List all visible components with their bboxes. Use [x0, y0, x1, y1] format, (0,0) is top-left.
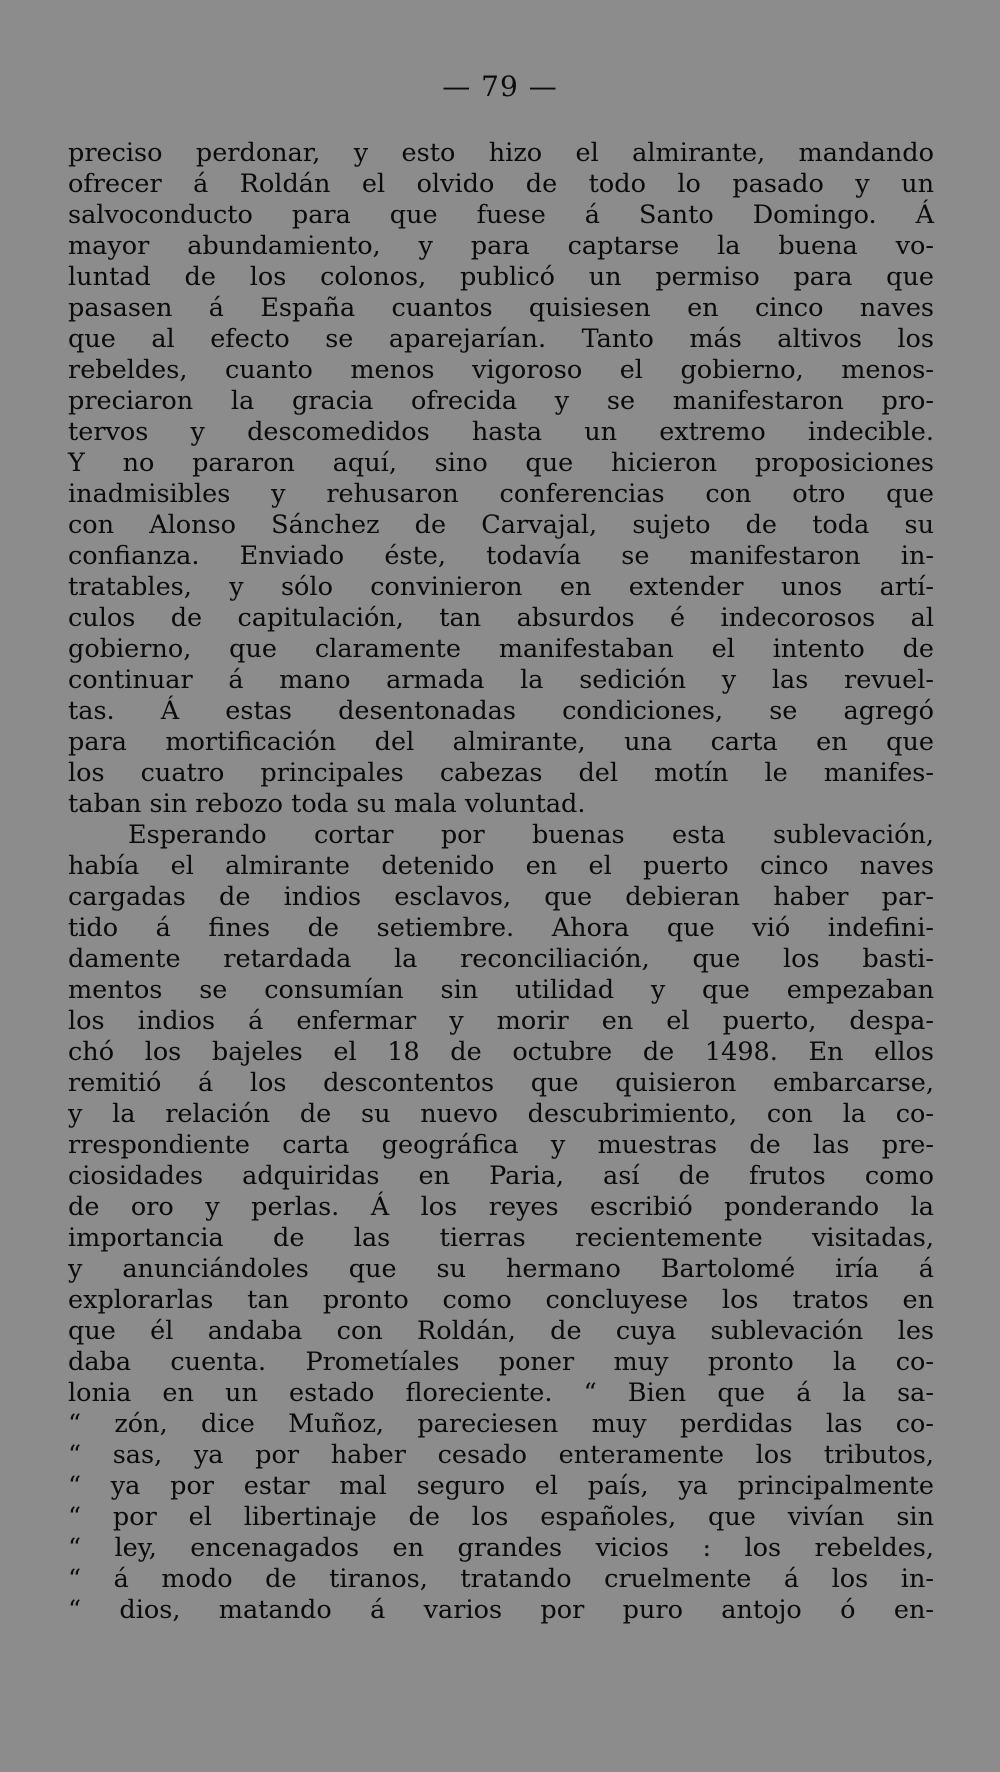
text-line: confianza. Enviado éste, todavía se manifestaron in- — [68, 541, 934, 571]
quote-line: “ por el libertinaje de los españoles, que vivían sin — [68, 1502, 934, 1532]
quote-line: “ sas, ya por haber cesado enteramente los tributos, — [68, 1440, 934, 1470]
text-line: lonia en un estado floreciente. “ Bien que á la sa- — [68, 1378, 934, 1408]
text-line: y la relación de su nuevo descubrimiento, con la co- — [68, 1099, 934, 1129]
paragraph-end-line: taban sin rebozo toda su mala voluntad. — [68, 789, 586, 819]
text-line: ciosidades adquiridas en Paria, así de frutos como — [68, 1161, 934, 1191]
text-line: preciso perdonar, y esto hizo el almirante, mandando — [68, 138, 934, 168]
text-line: salvoconducto para que fuese á Santo Domingo. Á — [68, 200, 934, 230]
text-line: remitió á los descontentos que quisieron embarcarse, — [68, 1068, 934, 1098]
text-line: rrespondiente carta geográfica y muestras de las pre- — [68, 1130, 934, 1160]
text-line: los cuatro principales cabezas del motín le manifes- — [68, 758, 934, 788]
text-line: mentos se consumían sin utilidad y que empezaban — [68, 975, 934, 1005]
text-line: con Alonso Sánchez de Carvajal, sujeto de toda su — [68, 510, 934, 540]
quote-line: “ á modo de tiranos, tratando cruelmente á los in- — [68, 1564, 934, 1594]
text-line: damente retardada la reconciliación, que los basti- — [68, 944, 934, 974]
text-line: de oro y perlas. Á los reyes escribió ponderando la — [68, 1192, 934, 1222]
quote-line: “ ley, encenagados en grandes vicios : los rebeldes, — [68, 1533, 934, 1563]
text-line: tido á fines de setiembre. Ahora que vió indefini- — [68, 913, 934, 943]
text-line: tratables, y sólo convinieron en extender unos artí- — [68, 572, 934, 602]
text-line: luntad de los colonos, publicó un permiso para que — [68, 262, 934, 292]
text-line: tas. Á estas desentonadas condiciones, se agregó — [68, 696, 934, 726]
text-line: tervos y descomedidos hasta un extremo indecible. — [68, 417, 934, 447]
text-line: cargadas de indios esclavos, que debieran haber par- — [68, 882, 934, 912]
text-line: que al efecto se aparejarían. Tanto más altivos los — [68, 324, 934, 354]
text-line: para mortificación del almirante, una carta en que — [68, 727, 934, 757]
text-line: que él andaba con Roldán, de cuya sublevación les — [68, 1316, 934, 1346]
page-text — [68, 138, 934, 1626]
text-line: culos de capitulación, tan absurdos é indecorosos al — [68, 603, 934, 633]
text-line: mayor abundamiento, y para captarse la buena vo- — [68, 231, 934, 261]
text-line: importancia de las tierras recientemente visitadas, — [68, 1223, 934, 1253]
text-line: pasasen á España cuantos quisiesen en cinco naves — [68, 293, 934, 323]
text-line: los indios á enfermar y morir en el puerto, despa- — [68, 1006, 934, 1036]
page-number: — 79 — — [442, 70, 558, 103]
text-line: inadmisibles y rehusaron conferencias con otro que — [68, 479, 934, 509]
text-line: había el almirante detenido en el puerto cinco naves — [68, 851, 934, 881]
text-line: continuar á mano armada la sedición y las revuel- — [68, 665, 934, 695]
quote-line: “ zón, dice Muñoz, pareciesen muy perdidas las co- — [68, 1409, 934, 1439]
text-line: explorarlas tan pronto como concluyese los tratos en — [68, 1285, 934, 1315]
text-line: Y no pararon aquí, sino que hicieron proposiciones — [68, 448, 934, 478]
text-line: daba cuenta. Prometíales poner muy pronto la co- — [68, 1347, 934, 1377]
text-line: rebeldes, cuanto menos vigoroso el gobierno, menos- — [68, 355, 934, 385]
text-line: ofrecer á Roldán el olvido de todo lo pasado y un — [68, 169, 934, 199]
paragraph-start-line: Esperando cortar por buenas esta sublevación, — [128, 820, 934, 850]
quote-line: “ dios, matando á varios por puro antojo ó en- — [68, 1595, 934, 1625]
text-line: y anunciándoles que su hermano Bartolomé iría á — [68, 1254, 934, 1284]
text-line: gobierno, que claramente manifestaban el intento de — [68, 634, 934, 664]
text-line: preciaron la gracia ofrecida y se manifestaron pro- — [68, 386, 934, 416]
quote-line: “ ya por estar mal seguro el país, ya principalmente — [68, 1471, 934, 1501]
text-line: chó los bajeles el 18 de octubre de 1498. En ellos — [68, 1037, 934, 1067]
